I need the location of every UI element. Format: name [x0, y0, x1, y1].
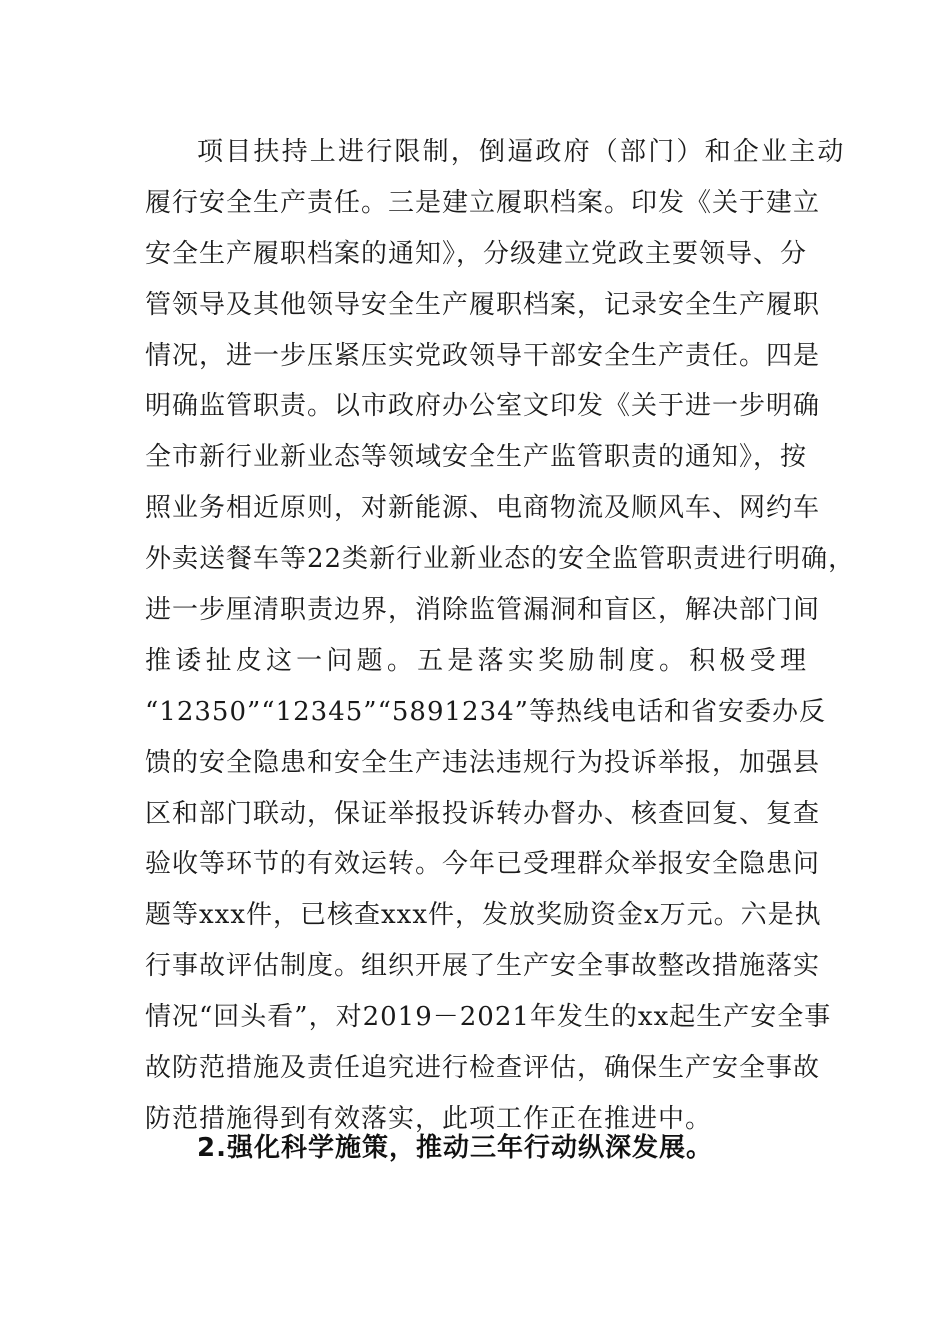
paragraph-line: 情况，进一步压紧压实党政领导干部安全生产责任。四是	[145, 340, 821, 371]
paragraph-line: 题等xxx件，已核查xxx件，发放奖励资金x万元。六是执	[145, 900, 822, 931]
paragraph-line: 外卖送餐车等22类新行业新业态的安全监管职责进行明确，	[145, 544, 856, 575]
paragraph-line: 安全生产履职档案的通知》，分级建立党政主要领导、分	[145, 238, 808, 269]
paragraph-line: 管领导及其他领导安全生产履职档案，记录安全生产履职	[145, 289, 821, 320]
section-heading: 2.强化科学施策，推动三年行动纵深发展。	[197, 1133, 713, 1163]
paragraph-line: 履行安全生产责任。三是建立履职档案。印发《关于建立	[145, 187, 821, 218]
paragraph-line: 行事故评估制度。组织开展了生产安全事故整改措施落实	[145, 951, 821, 982]
paragraph-line: 照业务相近原则，对新能源、电商物流及顺风车、网约车	[145, 493, 821, 524]
paragraph-line: 防范措施得到有效落实，此项工作正在推进中。	[145, 1103, 713, 1134]
paragraph-line: 推诿扯皮这一问题。五是落实奖励制度。积极受理	[145, 645, 807, 676]
paragraph-line: 验收等环节的有效运转。今年已受理群众举报安全隐患问	[145, 849, 821, 880]
paragraph-line: 故防范措施及责任追究进行检查评估，确保生产安全事故	[145, 1053, 821, 1084]
paragraph-line: 全市新行业新业态等领域安全生产监管职责的通知》，按	[145, 442, 808, 473]
paragraph-line: 情况“回头看”，对2019－2021年发生的xx起生产安全事	[145, 1002, 832, 1033]
body-paragraph	[145, 127, 856, 1145]
paragraph-line: “12350”“12345”“5891234”等热线电话和省安委办反	[145, 696, 826, 727]
paragraph-line: 进一步厘清职责边界，消除监管漏洞和盲区，解决部门间	[145, 595, 821, 626]
paragraph-line: 区和部门联动，保证举报投诉转办督办、核查回复、复查	[145, 798, 821, 829]
paragraph-line: 馈的安全隐患和安全生产违法违规行为投诉举报，加强县	[145, 747, 821, 778]
paragraph-line: 项目扶持上进行限制，倒逼政府（部门）和企业主动	[197, 137, 846, 167]
paragraph-line: 明确监管职责。以市政府办公室文印发《关于进一步明确	[145, 391, 821, 422]
